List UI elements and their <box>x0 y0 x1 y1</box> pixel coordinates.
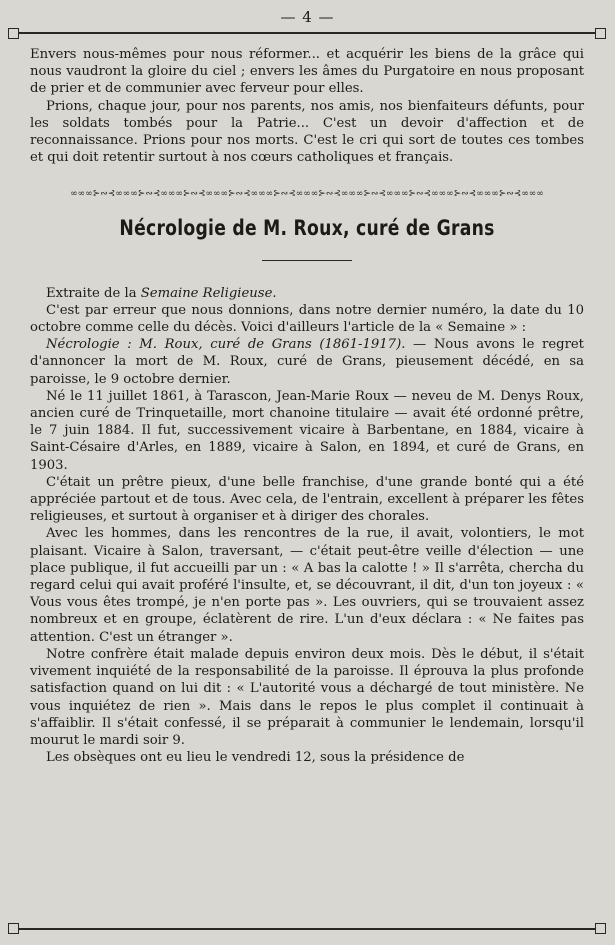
source-name: Semaine Religieuse. <box>140 285 277 301</box>
necrology-text: — Nous avons le regret d'annoncer la mort de M. Roux, curé de Grans, pieusement décédé, en sa paroisse, le 9 octobre dernier. <box>30 337 584 387</box>
title-rule <box>262 260 352 261</box>
article-paragraph: C'était un prêtre pieux, d'une belle franchise, d'une grande bonté qui a été appréciée partout et de tous. Avec cela, de l'entrain, excellent à préparer les fêtes religieuses, et surtout à organiser et à diriger des chorales. <box>30 474 584 525</box>
necrology-heading: Nécrologie : M. Roux, curé de Grans (1861-1917). <box>46 337 406 353</box>
source-prefix: Extraite de la <box>46 285 141 301</box>
intro-paragraph: Prions, chaque jour, pour nos parents, nos amis, nos bienfaiteurs défunts, pour les soldats tombés pour la Patrie... C'est un devoir d'affection et de reconnaissance. Prions pour nos morts. C'est le cri qui sort de toutes ces tombes et qui doit retentir surtout à nos cœurs catholiques et français. <box>30 98 584 166</box>
frame-corner-ornament <box>8 923 19 934</box>
article-paragraph: Notre confrère était malade depuis environ deux mois. Dès le début, il s'était vivement inquiété de la responsabilité de la paroisse. Il éprouva la plus profonde satisfaction quand on lui dit : « L'autorité vous a déchargé de tout ministère. Ne vous inquiétez de rien ». Mais dans le repos le plus complet il continuait à s'affaiblir. Il s'était confessé, il se préparait à communier le lendemain, lorsqu'il mourut le mardi soir 9. <box>30 646 584 748</box>
article-paragraph: Les obsèques ont eu lieu le vendredi 12, sous la présidence de <box>46 750 465 766</box>
page-content <box>30 46 584 766</box>
article-source <box>30 285 584 302</box>
article-paragraph <box>30 336 584 388</box>
intro-paragraph: Envers nous-mêmes pour nous réformer... et acquérir les biens de la grâce qui nous vaudront la gloire du ciel ; envers les âmes du Purgatoire en nous proposant de prier et de communier avec ferveur pour elles. <box>30 47 584 97</box>
article-paragraph: C'est par erreur que nous donnions, dans notre dernier numéro, la date du 10 octobre comme celle du décès. Voici d'ailleurs l'article de la « Semaine » : <box>30 302 584 336</box>
page-frame <box>14 32 600 930</box>
article-paragraph: Né le 11 juillet 1861, à Tarascon, Jean-Marie Roux — neveu de M. Denys Roux, ancien curé de Trinquetaille, mort chanoine titulaire — avait été ordonné prêtre, le 7 juin 1884. Il fut, successivement vicaire à Barbentane, en 1884, vicaire à Saint-Césaire d'Arles, en 1889, vicaire à Salon, en 1894, et curé de Grans, en 1903. <box>30 388 584 473</box>
decorative-divider: ∞∞∞⊱∾⊰∞∞∞⊱∾⊰∞∞∞⊱∾⊰∞∞∞⊱∾⊰∞∞∞⊱∾⊰∞∞∞⊱∾⊰∞∞∞⊱∾⊰∞∞∞⊱∾⊰∞∞∞⊱∾⊰∞∞∞⊱∾⊰∞∞∞ <box>70 189 544 197</box>
page-number: — 4 — <box>280 8 335 26</box>
frame-corner-ornament <box>595 923 606 934</box>
article-title: Nécrologie de M. Roux, curé de Grans <box>119 216 495 241</box>
article-paragraph: Avec les hommes, dans les rencontres de la rue, il avait, volontiers, le mot plaisant. Vicaire à Salon, traversant, — c'était peut-être veille d'élection — une place publique, il fut accueilli par un : « A bas la calotte ! » Il s'arrêta, chercha du regard celui qui avait proféré l'insulte, et, se découvrant, il dit, d'un ton joyeux : « Vous vous êtes trompé, je n'en porte pas ». Les ouvriers, qui se trouvaient assez nombreux et en groupe, éclatèrent de rire. L'un d'eux déclara : « Ne faites pas attention. C'est un étranger ». <box>30 526 584 645</box>
